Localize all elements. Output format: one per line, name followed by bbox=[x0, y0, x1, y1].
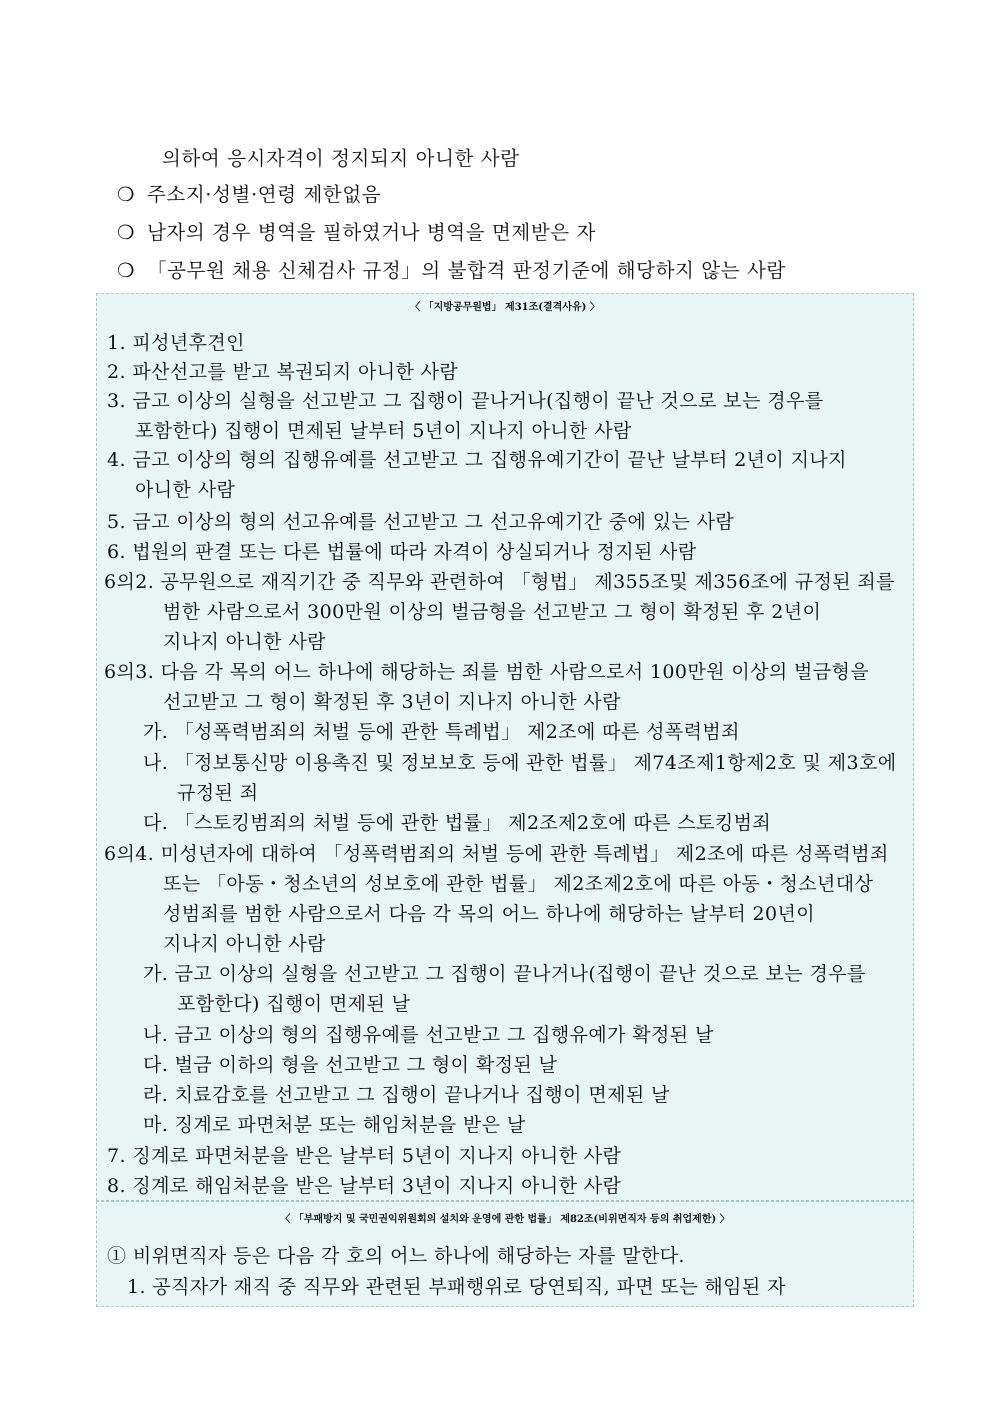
intro-bullet: ❍ 「공무원 채용 신체검사 규정」의 불합격 판정기준에 해당하지 않는 사람 bbox=[117, 259, 786, 282]
clause-line: 3. 금고 이상의 실형을 선고받고 그 집행이 끝나거나(집행이 끝난 것으로 보는 경우를 bbox=[107, 390, 824, 412]
clause-line: 가. 「성폭력범죄의 처벌 등에 관한 특례법」 제2조에 따른 성폭력범죄 bbox=[143, 721, 740, 743]
clause-line: 포함한다) 집행이 면제된 날 bbox=[177, 993, 411, 1015]
clause-line: 규정된 죄 bbox=[177, 782, 259, 804]
clause-line: 다. 벌금 이하의 형을 선고받고 그 형이 확정된 날 bbox=[143, 1054, 558, 1076]
circle-bullet-icon: ❍ bbox=[117, 221, 136, 244]
clause-line: 아니한 사람 bbox=[135, 479, 236, 501]
clause-line: 성범죄를 범한 사람으로서 다음 각 목의 어느 하나에 해당하는 날부터 20년이 bbox=[163, 903, 815, 925]
circle-bullet-icon: ❍ bbox=[117, 259, 136, 282]
clause-line: 나. 「정보통신망 이용촉진 및 정보보호 등에 관한 법률」 제74조제1항제2호 및 제3호에 bbox=[143, 752, 897, 774]
disqualification-box bbox=[96, 293, 914, 1201]
circle-bullet-icon: ❍ bbox=[117, 183, 136, 206]
clause-line: 1. 피성년후견인 bbox=[107, 332, 245, 354]
clause-line: 다. 「스토킹범죄의 처벌 등에 관한 법률」 제2조제2호에 따른 스토킹범죄 bbox=[143, 812, 772, 834]
box-title: 〈 「지방공무원법」 제31조(결격사유) 〉 bbox=[410, 302, 600, 313]
clause-line: 지나지 아니한 사람 bbox=[163, 933, 326, 955]
clause-line: 1. 공직자가 재직 중 직무와 관련된 부패행위로 당연퇴직, 파면 또는 해임된 자 bbox=[127, 1276, 786, 1298]
intro-continuation: 의하여 응시자격이 정지되지 아니한 사람 bbox=[162, 147, 520, 170]
clause-line: 나. 금고 이상의 형의 집행유예를 선고받고 그 집행유예가 확정된 날 bbox=[143, 1024, 714, 1046]
clause-line: 6의4. 미성년자에 대하여 「성폭력범죄의 처벌 등에 관한 특례법」 제2조에 따른 성폭력범죄 bbox=[104, 843, 889, 865]
clause-line: 라. 치료감호를 선고받고 그 집행이 끝나거나 집행이 면제된 날 bbox=[143, 1084, 670, 1106]
clause-line: 지나지 아니한 사람 bbox=[163, 631, 326, 653]
clause-line: 선고받고 그 형이 확정된 후 3년이 지나지 아니한 사람 bbox=[163, 691, 621, 713]
clause-line: 범한 사람으로서 300만원 이상의 벌금형을 선고받고 그 형이 확정된 후 2년이 bbox=[163, 601, 822, 623]
clause-line: 마. 징계로 파면처분 또는 해임처분을 받은 날 bbox=[143, 1114, 526, 1136]
intro-bullet: ❍ 주소지·성별·연령 제한없음 bbox=[117, 183, 382, 206]
clause-line: 또는 「아동・청소년의 성보호에 관한 법률」 제2조제2호에 따른 아동・청소년대상 bbox=[163, 873, 874, 895]
clause-line: 5. 금고 이상의 형의 선고유예를 선고받고 그 선고유예기간 중에 있는 사람 bbox=[107, 511, 735, 533]
clause-line: 7. 징계로 파면처분을 받은 날부터 5년이 지나지 아니한 사람 bbox=[107, 1145, 622, 1167]
employment-restriction-box bbox=[96, 1201, 914, 1307]
clause-line: 포함한다) 집행이 면제된 날부터 5년이 지나지 아니한 사람 bbox=[135, 420, 632, 442]
clause-line: 가. 금고 이상의 실형을 선고받고 그 집행이 끝나거나(집행이 끝난 것으로 보는 경우를 bbox=[143, 963, 866, 985]
clause-line: 6. 법원의 판결 또는 다른 법률에 따라 자격이 상실되거나 정지된 사람 bbox=[107, 541, 697, 563]
clause-line: 4. 금고 이상의 형의 집행유예를 선고받고 그 집행유예기간이 끝난 날부터 2년이 지나지 bbox=[107, 449, 847, 471]
clause-line: 6의3. 다음 각 목의 어느 하나에 해당하는 죄를 범한 사람으로서 100만원 이상의 벌금형을 bbox=[104, 661, 870, 683]
clause-line: 8. 징계로 해임처분을 받은 날부터 3년이 지나지 아니한 사람 bbox=[107, 1175, 622, 1197]
clause-line: 6의2. 공무원으로 재직기간 중 직무와 관련하여 「형법」 제355조및 제356조에 규정된 죄를 bbox=[104, 571, 895, 593]
clause-line: 2. 파산선고를 받고 복권되지 아니한 사람 bbox=[107, 361, 459, 383]
intro-bullet: ❍ 남자의 경우 병역을 필하였거나 병역을 면제받은 자 bbox=[117, 221, 596, 244]
clause-line: ① 비위면직자 등은 다음 각 호의 어느 하나에 해당하는 자를 말한다. bbox=[107, 1245, 685, 1267]
box-title: 〈 「부패방지 및 국민권익위원회의 설치와 운영에 관한 법률」 제82조(비위면직자 등의 취업제한) 〉 bbox=[280, 1214, 730, 1225]
